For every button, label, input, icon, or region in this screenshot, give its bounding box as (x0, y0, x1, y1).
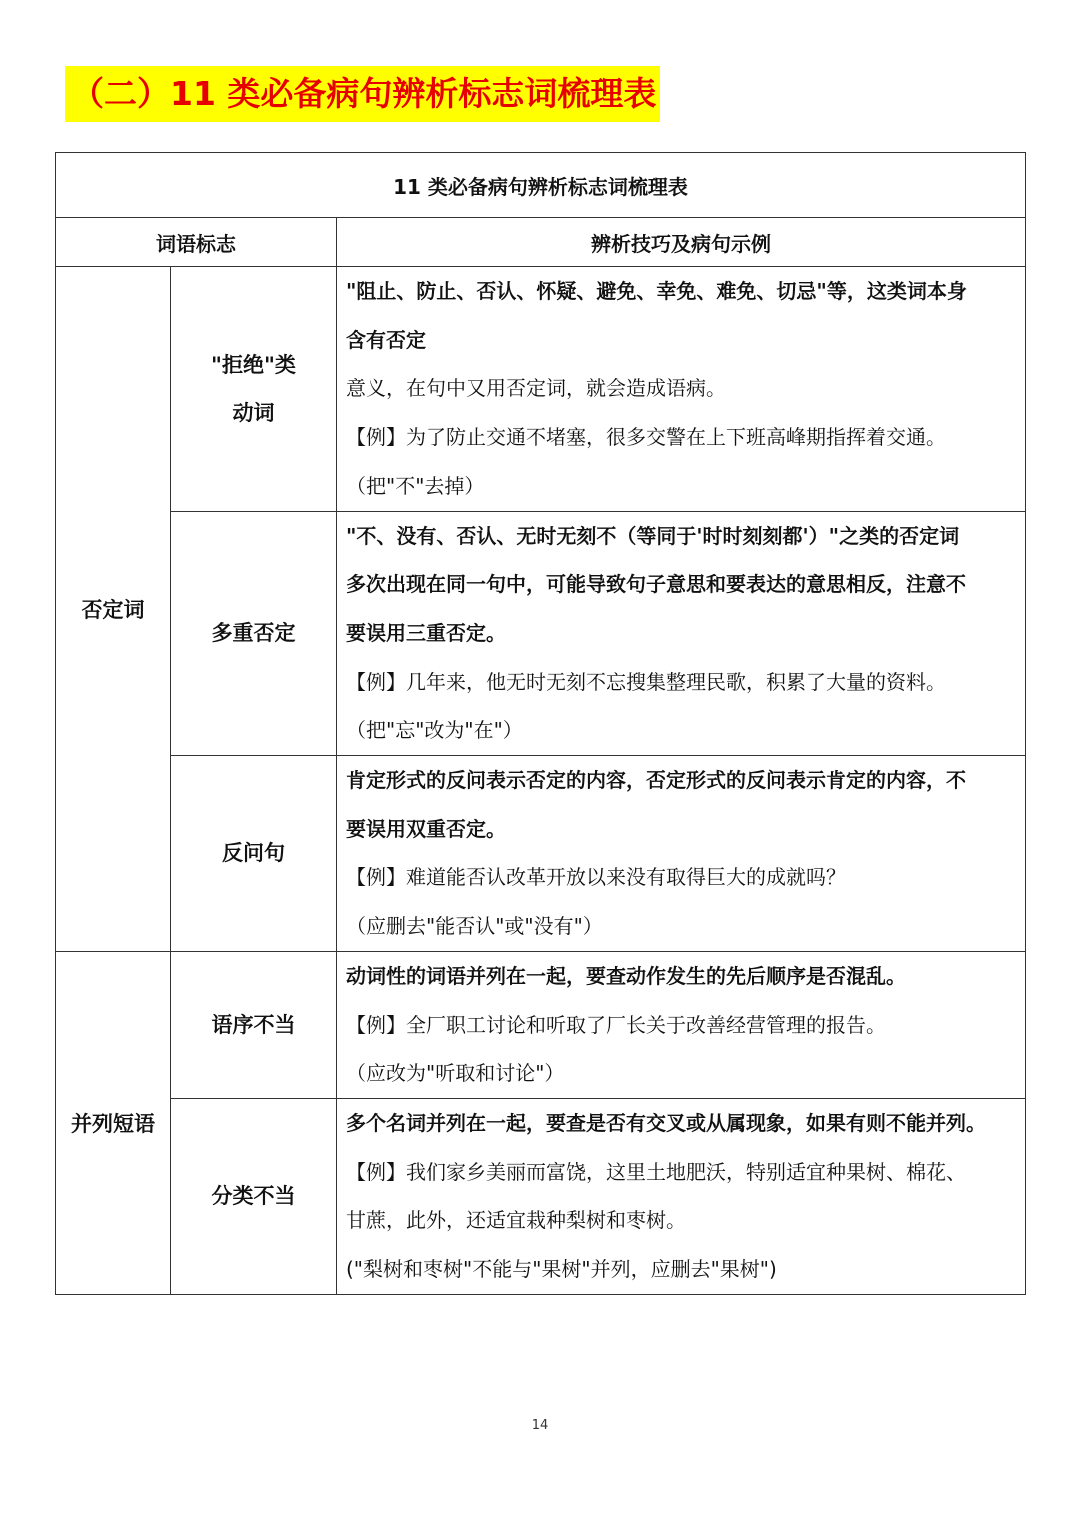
rule-text: 肯定形式的反问表示否定的内容，否定形式的反问表示肯定的内容，不 (346, 768, 966, 793)
example-text: 【例】为了防止交通不堵塞，很多交警在上下班高峰期指挥着交通。 (346, 425, 946, 450)
table-row (56, 267, 1026, 512)
example-text: 【例】我们家乡美丽而富饶，这里土地肥沃，特别适宜种果树、棉花、 (346, 1159, 966, 1184)
rule-text: 动词性的词语并列在一起，要查动作发生的先后顺序是否混乱。 (346, 963, 906, 988)
analysis-cell (337, 756, 1026, 952)
analysis-cell (337, 511, 1026, 756)
example-text: 甘蔗，此外，还适宜栽种梨树和枣树。 (346, 1208, 686, 1233)
analysis-cell (337, 951, 1026, 1098)
example-text: 【例】几年来，他无时无刻不忘搜集整理民歌，积累了大量的资料。 (346, 669, 946, 694)
example-text: 【例】全厂职工讨论和听取了厂长关于改善经营管理的报告。 (346, 1012, 886, 1037)
rule-note: 意义，在句中又用否定词，就会造成语病。 (346, 376, 726, 401)
page-number: 14 (531, 1418, 549, 1433)
correction-text: （应删去"能否认"或"没有"） (346, 914, 603, 939)
header-word-signal: 词语标志 (56, 218, 337, 267)
subcategory-wrong-classification: 分类不当 (171, 1098, 337, 1294)
rule-text: "阻止、防止、否认、怀疑、避免、幸免、难免、切忌"等，这类词本身 (346, 279, 967, 303)
analysis-cell (337, 1098, 1026, 1294)
table-row (56, 511, 1026, 756)
subcategory-multiple-negation: 多重否定 (171, 511, 337, 756)
example-text: 【例】难道能否认改革开放以来没有取得巨大的成就吗？ (346, 865, 846, 890)
subcategory-refusal-verbs (171, 267, 337, 512)
signal-words-table (55, 152, 1026, 1295)
rule-text: 多次出现在同一句中，可能导致句子意思和要表达的意思相反，注意不 (346, 572, 966, 597)
correction-text: （应改为"听取和讨论"） (346, 1061, 565, 1086)
table-row (56, 951, 1026, 1098)
header-analysis: 辨析技巧及病句示例 (337, 218, 1026, 267)
correction-text: ("梨树和枣树"不能与"果树"并列，应删去"果树") (346, 1257, 777, 1282)
subcategory-wrong-order: 语序不当 (171, 951, 337, 1098)
page-heading: （二）11 类必备病句辨析标志词梳理表 (65, 66, 660, 122)
subcategory-rhetorical-question: 反问句 (171, 756, 337, 952)
analysis-cell (337, 267, 1026, 512)
correction-text: （把"不"去掉） (346, 473, 485, 498)
rule-text: "不、没有、否认、无时无刻不（等同于'时时刻刻都'）"之类的否定词 (346, 523, 960, 548)
rule-text: 含有否定 (346, 327, 426, 352)
category-parallel-phrase: 并列短语 (56, 951, 171, 1294)
table-row (56, 1098, 1026, 1294)
subcategory-line: 动词 (232, 400, 275, 425)
table-row (56, 756, 1026, 952)
subcategory-line: "拒绝"类 (211, 352, 296, 377)
rule-text: 要误用双重否定。 (346, 816, 506, 841)
rule-text: 多个名词并列在一起，要查是否有交叉或从属现象，如果有则不能并列。 (346, 1110, 986, 1135)
correction-text: （把"忘"改为"在"） (346, 718, 523, 743)
rule-text: 要误用三重否定。 (346, 620, 506, 645)
table-title: 11 类必备病句辨析标志词梳理表 (56, 153, 1026, 218)
category-negation: 否定词 (56, 267, 171, 952)
